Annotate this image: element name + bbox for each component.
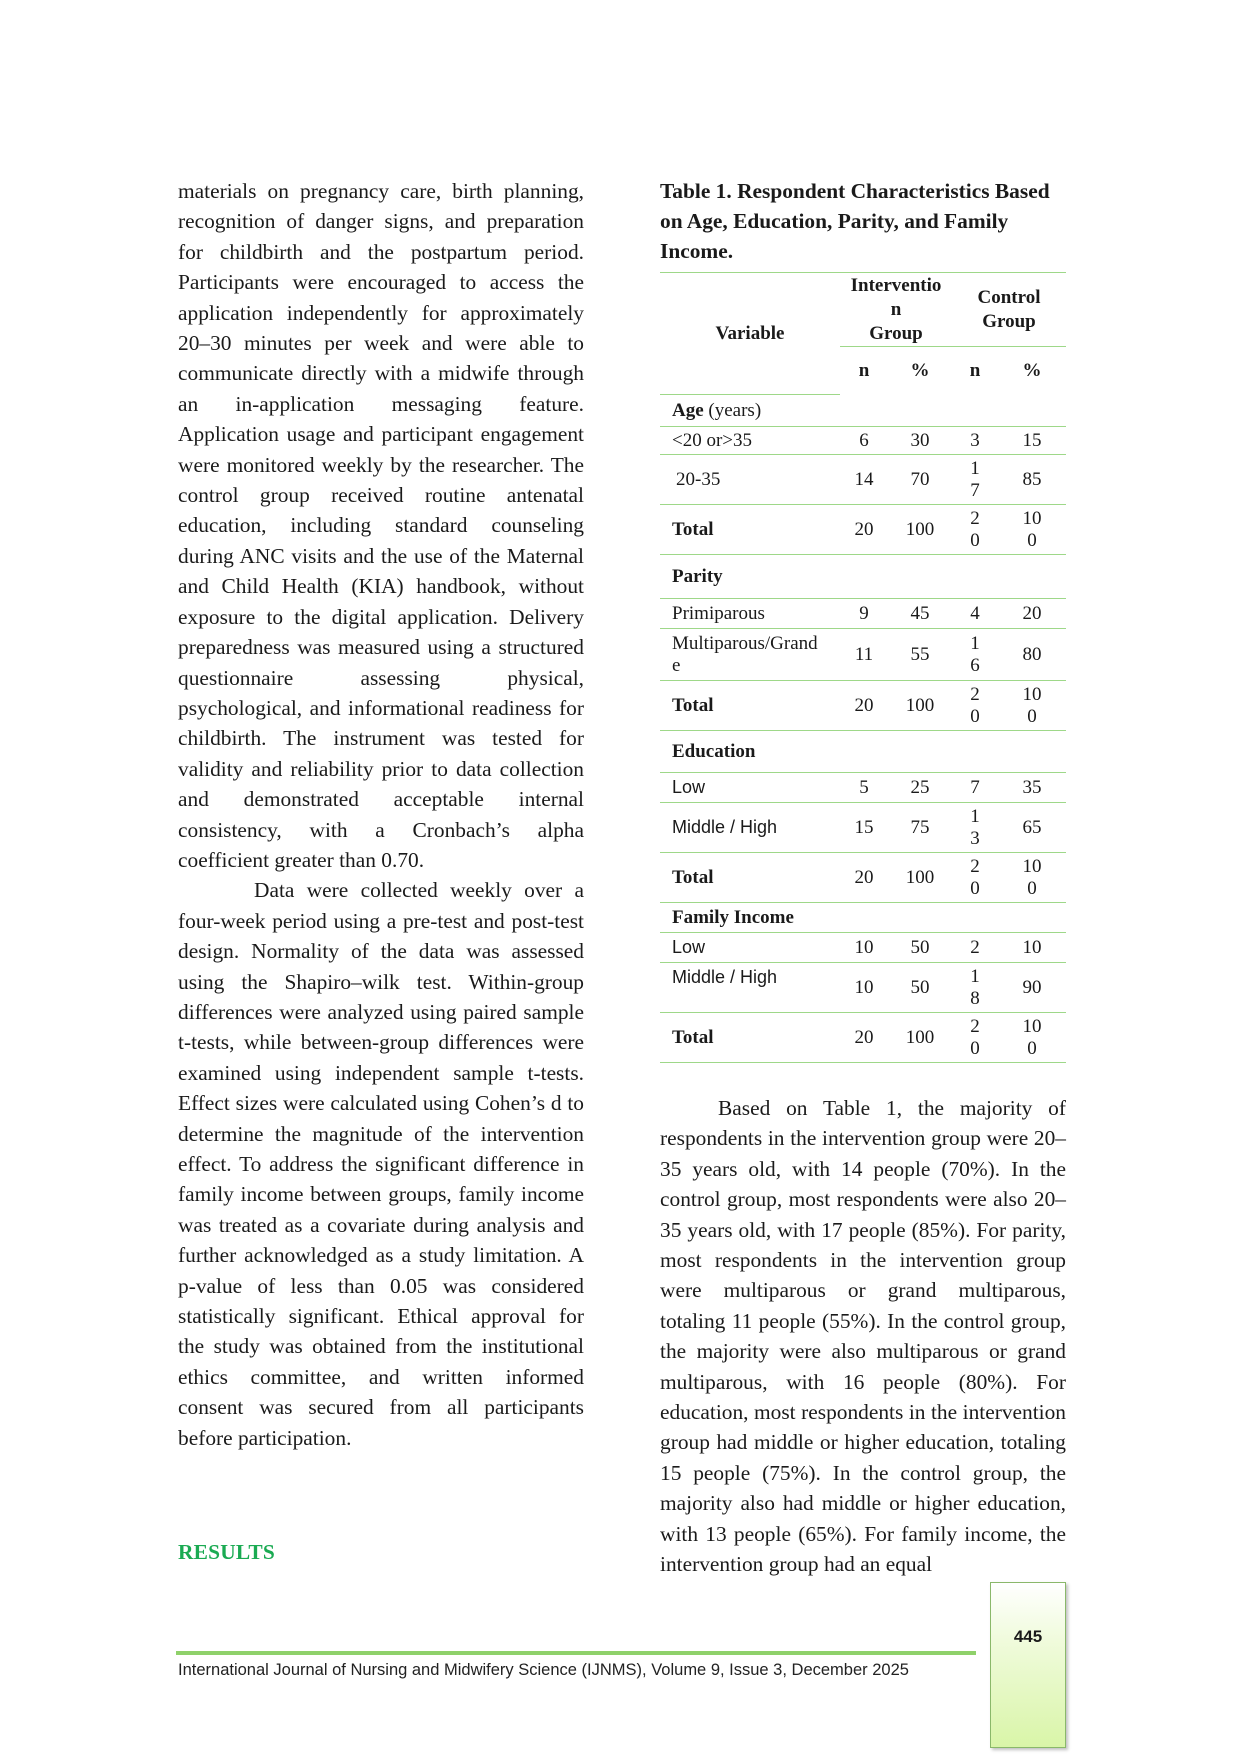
section-title-row [660, 731, 1066, 773]
table-row: <20 or>35 6 30 3 15 [660, 427, 1066, 455]
table-row-total: Total 20 100 2 0 10 0 [660, 681, 1066, 731]
respondent-characteristics-table [660, 272, 1066, 1063]
section-title-parity: Parity [660, 555, 1066, 599]
section-title-family-income: Family Income [660, 903, 1066, 933]
table-caption: Table 1. Respondent Characteristics Based on Age, Education, Parity, and Family Income. [660, 179, 1050, 263]
table-row: Middle / High 15 75 1 3 65 [660, 803, 1066, 853]
table-row: Low 10 50 2 10 [660, 933, 1066, 963]
right-column [660, 176, 1066, 1580]
section-title-age-suffix: (years) [703, 399, 762, 421]
results-heading: RESULTS [178, 1540, 275, 1564]
header-control-group: Control Group [952, 273, 1066, 347]
table-row-total: Total 20 100 2 0 10 0 [660, 505, 1066, 555]
section-title-education: Education [660, 731, 1066, 773]
page-number: 445 [1013, 1627, 1043, 1646]
table-row-total: Total 20 100 2 0 10 0 [660, 1013, 1066, 1063]
table-row: Middle / High 10 50 1 8 90 [672, 965, 1042, 1009]
subheader-ctl-n: n [969, 359, 981, 381]
header-intervention-group: Interventio n Group [840, 273, 952, 347]
table-row-total: Total 20 100 2 0 10 0 [660, 853, 1066, 903]
footer-rule [176, 1651, 976, 1655]
subheader-int-pct: % [910, 359, 930, 381]
section-title-row [660, 555, 1066, 599]
table-row: Low 5 25 7 35 [660, 773, 1066, 803]
subheader-ctl-pct: % [1022, 359, 1042, 381]
method-paragraph-1: materials on pregnancy care, birth planning, recognition of danger signs, and preparation for childbirth and the postpartum period. Participants were encouraged to access the application independently for approximately 20–30 minutes per week and were able to communicate directly with a midwife through an in-application messaging feature. Application usage and participant engagement were monitored weekly by the researcher. The control group received routine antenatal education, including standard counseling during ANC visits and the use of the Maternal and Child Health (KIA) handbook, without exposure to the digital application. Delivery preparedness was measured using a structured questionnaire assessing physical, psychological, and informational readiness for childbirth. The instrument was tested for validity and reliability prior to data collection and demonstrated acceptable internal consistency, with a Cronbach’s alpha coefficient greater than 0.70. [178, 179, 584, 872]
table-row: Primiparous 9 45 4 20 [660, 599, 1066, 629]
results-text [660, 1093, 1066, 1580]
page-number-tab [990, 1582, 1066, 1748]
results-paragraph-1: Based on Table 1, the majority of respondents in the intervention group were 20–35 years old, with 14 people (70%). In the control group, most respondents were also 20–35 years old, with 17 people (85%). For parity, most respondents in the intervention group were multiparous or grand multiparous, totaling 11 people (55%). In the control group, the majority were also multiparous or grand multiparous, with 16 people (80%). For education, most respondents in the intervention group had middle or higher education, totaling 15 people (75%). In the control group, the majority also had middle or higher education, with 13 people (65%). For family income, the intervention group had an equal [660, 1096, 1066, 1577]
header-variable: Variable [660, 273, 840, 395]
table-row: Multiparous/Grand e 11 55 1 6 80 [660, 629, 1066, 681]
footer-journal-citation: International Journal of Nursing and Midwifery Science (IJNMS), Volume 9, Issue 3, December 2025 [178, 1661, 909, 1679]
table-header-row [660, 273, 1066, 347]
section-title-row [660, 395, 1066, 427]
section-title-age: Age [672, 399, 704, 421]
table-row: 20-35 14 70 1 7 85 [660, 455, 1066, 505]
left-column [178, 176, 584, 1453]
subheader-int-n: n [858, 359, 870, 381]
method-paragraph-2: Data were collected weekly over a four-week period using a pre-test and post-test design. Normality of the data was assessed using the Shapiro–wilk test. Within-group differences were analyzed using paired sample t-tests, while between-group differences were examined using independent sample t-tests. Effect sizes were calculated using Cohen’s d to determine the magnitude of the intervention effect. To address the significant difference in family income between groups, family income was treated as a covariate during analysis and further acknowledged as a study limitation. A p-value of less than 0.05 was considered statistically significant. Ethical approval for the study was obtained from the institutional ethics committee, and written informed consent was secured from all participants before participation. [178, 878, 584, 1450]
section-title-row [660, 903, 1066, 933]
